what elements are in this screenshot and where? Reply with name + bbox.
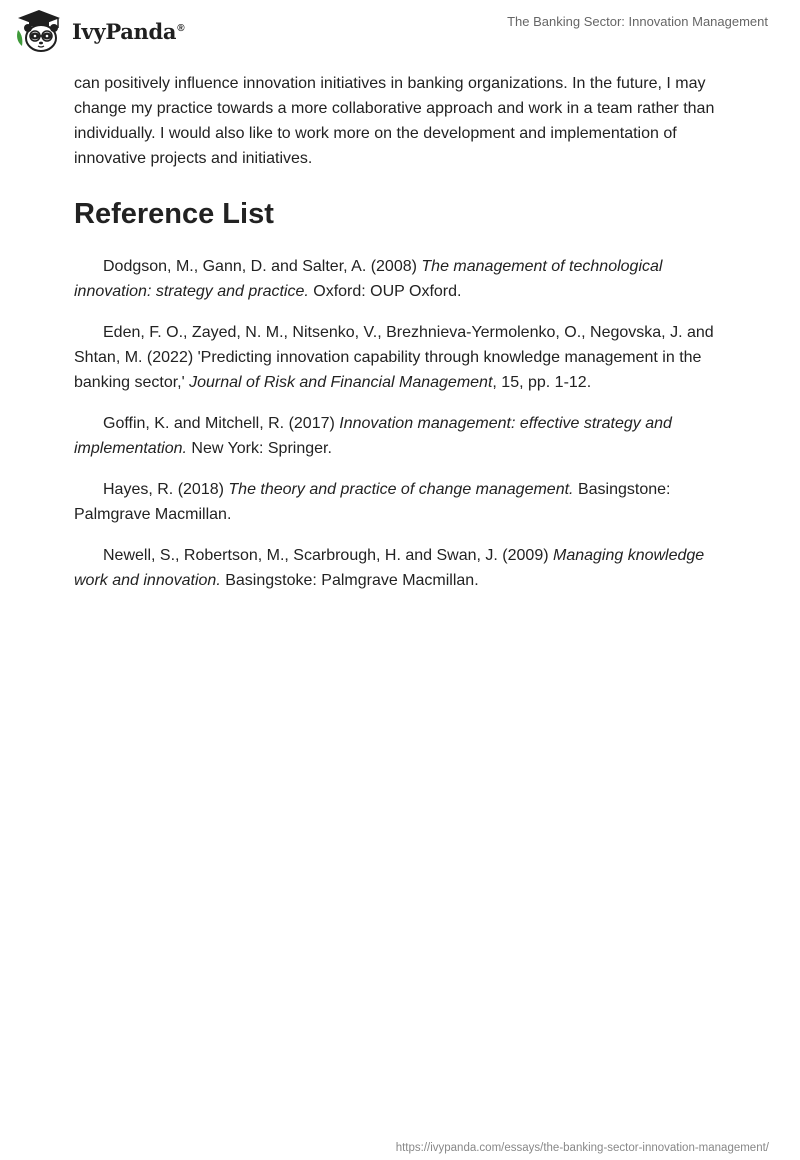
reference-authors: Dodgson, M., Gann, D. and Salter, A. (2008) <box>103 258 422 275</box>
panda-graduation-cap-icon <box>14 8 64 54</box>
reference-item <box>74 411 724 461</box>
reference-item <box>74 543 724 593</box>
essay-content <box>74 71 724 609</box>
reference-publisher: , 15, pp. 1-12. <box>492 374 592 391</box>
reference-title: Innovation management: effective strategy and implementation. <box>74 415 672 457</box>
reference-item <box>74 320 724 395</box>
document-title: The Banking Sector: Innovation Management <box>507 14 768 29</box>
page-header <box>0 0 800 64</box>
reference-authors: Eden, F. O., Zayed, N. M., Nitsenko, V., Brezhnieva-Yermolenko, O., Negovska, J. and Shtan, M. (2022) 'Predicting innovation capability through knowledge management in the banking sector,' <box>74 324 714 391</box>
reference-title: Journal of Risk and Financial Management <box>189 374 493 391</box>
reference-title: The theory and practice of change management. <box>228 481 574 498</box>
brand-name: IvyPanda® <box>72 18 185 44</box>
reference-item <box>74 477 724 527</box>
ivypanda-logo[interactable] <box>14 8 184 54</box>
reference-authors: Goffin, K. and Mitchell, R. (2017) <box>103 415 340 432</box>
reference-list-heading: Reference List <box>74 198 274 230</box>
source-url-link[interactable]: https://ivypanda.com/essays/the-banking-sector-innovation-management/ <box>395 1142 769 1154</box>
reference-item <box>74 254 724 304</box>
reference-list <box>74 254 724 593</box>
body-paragraph: can positively influence innovation initiatives in banking organizations. In the future, I may change my practice towards a more collaborative approach and work in a team rather than individually. I would also like to work more on the development and implementation of innovative projects and initiatives. <box>74 75 715 167</box>
reference-title: The management of technological innovation: strategy and practice. <box>74 258 663 300</box>
reference-publisher: Basingstone: Palmgrave Macmillan. <box>74 481 671 523</box>
reference-publisher: New York: Springer. <box>186 440 332 457</box>
reference-title: Managing knowledge work and innovation. <box>74 547 705 589</box>
registered-mark: ® <box>177 22 185 34</box>
reference-authors: Hayes, R. (2018) <box>103 481 229 498</box>
reference-publisher: Basingstoke: Palmgrave Macmillan. <box>220 572 479 589</box>
reference-authors: Newell, S., Robertson, M., Scarbrough, H. and Swan, J. (2009) <box>103 547 553 564</box>
reference-publisher: Oxford: OUP Oxford. <box>308 283 462 300</box>
